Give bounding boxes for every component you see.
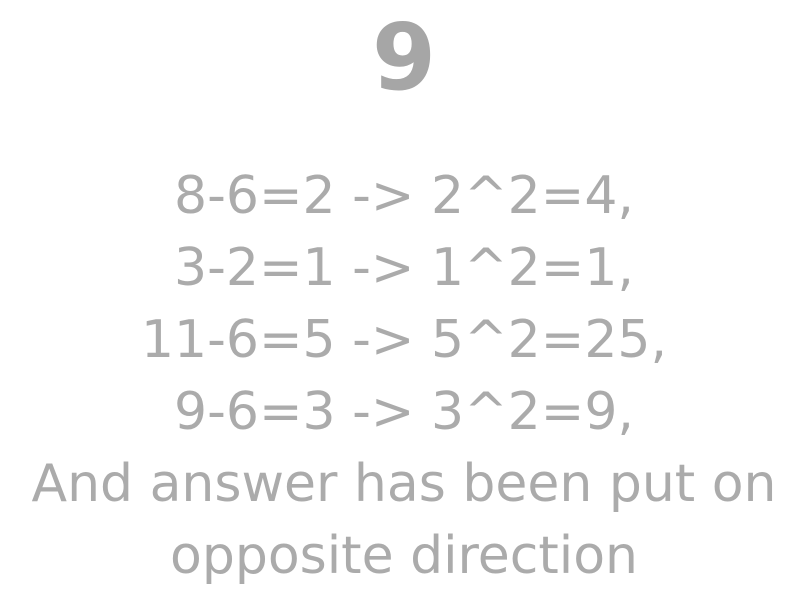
equation-line-2: 3-2=1 -> 1^2=1, [174, 238, 634, 298]
explanation-line-1: And answer has been put on [31, 454, 777, 514]
equation-list [0, 160, 808, 448]
answer-number: 9 [371, 4, 436, 111]
explanation-text [0, 448, 808, 592]
equation-line-1: 8-6=2 -> 2^2=4, [174, 166, 634, 226]
equation-line-3: 11-6=5 -> 5^2=25, [140, 310, 668, 370]
equation-line-4: 9-6=3 -> 3^2=9, [174, 382, 634, 442]
explanation-line-2: opposite direction [170, 526, 638, 586]
